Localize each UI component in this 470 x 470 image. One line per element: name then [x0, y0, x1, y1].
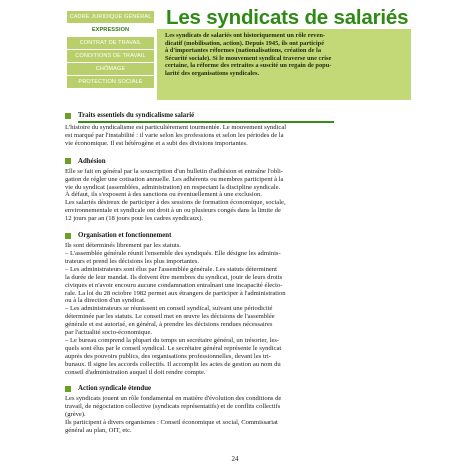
bullet-square-icon — [65, 113, 71, 119]
bullet-square-icon — [65, 158, 71, 164]
nav-item-cadre-juridique[interactable]: CADRE JURIDIQUE GÉNÉRAL — [67, 11, 154, 23]
intro-text: Les syndicats de salariés ont historiquement un rôle reven- — [165, 32, 325, 39]
section-traits — [65, 111, 415, 148]
section-adhesion — [65, 157, 415, 223]
paragraph: – Les administrateurs sont élus par l'assemblée générale. Les statuts déterminent la durée de leur mandat. Ils doivent être membres du syndicat, jouir de leurs droits civiques et n'avoir encouru aucune condamnation entraînant une incapacité électo- rale. La loi du 28 octobre 1982 permet aux étrangers de participer à l'administration ou à la direction d'un syndicat. — [65, 265, 286, 305]
paragraph: Les syndicats jouent un rôle fondamental en matière d'évolution des conditions de travail, de négociation collective (syndicats représentatifs) et de conflits collectifs (grève). — [65, 395, 282, 419]
section-organisation — [65, 231, 415, 376]
section-heading — [65, 384, 415, 393]
paragraph: L'histoire du syndicalisme est particulièrement tourmentée. Le mouvement syndical est marqué par l'instabilité : il varie selon les professions et selon les périodes de la vie économique. Il est hétérogène et a subi des divisions importantes. — [65, 124, 287, 147]
intro-text: larité des organisations syndicales. — [165, 69, 260, 77]
section-action — [65, 384, 415, 435]
section-heading — [65, 231, 415, 240]
page-number: 24 — [231, 455, 239, 463]
nav-item-expression[interactable]: EXPRESSION — [67, 24, 154, 36]
paragraph: Ils participent à divers organismes : Conseil économique et social, Commissariat général au plan, OIT, etc. — [65, 419, 278, 435]
bullet-square-icon — [65, 233, 71, 239]
paragraph: – L'assemblée générale réunit l'ensemble des syndiqués. Elle désigne les adminis- trateurs et prend les décisions les plus importantes. — [65, 249, 281, 265]
paragraph: Elle se fait en général par la souscription d'un bulletin d'adhésion et entraîne l'obli- gation de régler une cotisation annuelle. Les adhérents ou membres participent à la vie du syndicat (assemblées, administration) en respectant la discipline syndicale. À défaut, ils s'exposent à des sanctions ou éventuellement à une exclusion. — [65, 167, 284, 199]
page-title: Les syndicats de salariés — [166, 6, 409, 29]
intro-box — [157, 29, 411, 100]
nav-item-contrat-de-travail[interactable]: CONTRAT DE TRAVAIL — [67, 37, 154, 49]
paragraph: – Le bureau comprend la plupart du temps un secrétaire général, un trésorier, les- quels sont élus par le conseil syndical. Le secrétaire général représente le syndicat auprès des pouvoirs publics, des organisations professionnelles, devant les tri- bunaux. Il signe les accords collectifs. Il accomplit les actes de gestion au nom du conseil d'administration auquel il doit rendre compte. — [65, 336, 282, 376]
paragraph: Les salariés désireux de participer à des sessions de formation économique, sociale, environnementale et syndicale ont droit à un ou plusieurs congés dans la limite de 12 jours par an (18 jours pour les cadres syndicaux). — [65, 199, 286, 223]
section-heading-text: Organisation et fonctionnement — [78, 232, 172, 240]
intro-text: à d'importantes réformes (nationalisations, création de la — [165, 47, 322, 55]
section-heading-text: Traits essentiels du syndicalisme salarié — [78, 112, 195, 119]
section-nav — [67, 11, 154, 89]
section-heading-text: Action syndicale étendue — [78, 385, 152, 393]
intro-text: dicatif (mobilisation, action). Depuis 1945, ils ont participé — [165, 39, 325, 47]
section-heading-text: Adhésion — [78, 157, 106, 165]
nav-item-protection-sociale[interactable]: PROTECTION SOCIALE — [67, 76, 154, 88]
paragraph: Ils sont déterminés librement par les statuts. — [65, 242, 181, 250]
section-divider — [78, 121, 334, 123]
intro-text: certaine, la réforme des retraites a suscité un regain de popu- — [165, 62, 332, 70]
nav-item-chomage[interactable]: CHÔMAGE — [67, 63, 154, 75]
intro-text: Sécurité sociale). Si le mouvement syndical traverse une crise — [165, 54, 332, 62]
bullet-square-icon — [65, 386, 71, 392]
article-body — [65, 111, 415, 435]
section-heading — [65, 111, 415, 120]
section-heading — [65, 157, 415, 166]
nav-item-conditions-de-travail[interactable]: CONDITIONS DE TRAVAIL — [67, 50, 154, 62]
paragraph: – Les administrateurs se réunissent en conseil syndical, suivant une périodicité déterminée par les statuts. Le conseil met en œuvre les décisions de l'assemblée générale et est autorisé, en général, à prendre les décisions rendues nécessaires par l'actualité socio-économique. — [65, 305, 275, 337]
